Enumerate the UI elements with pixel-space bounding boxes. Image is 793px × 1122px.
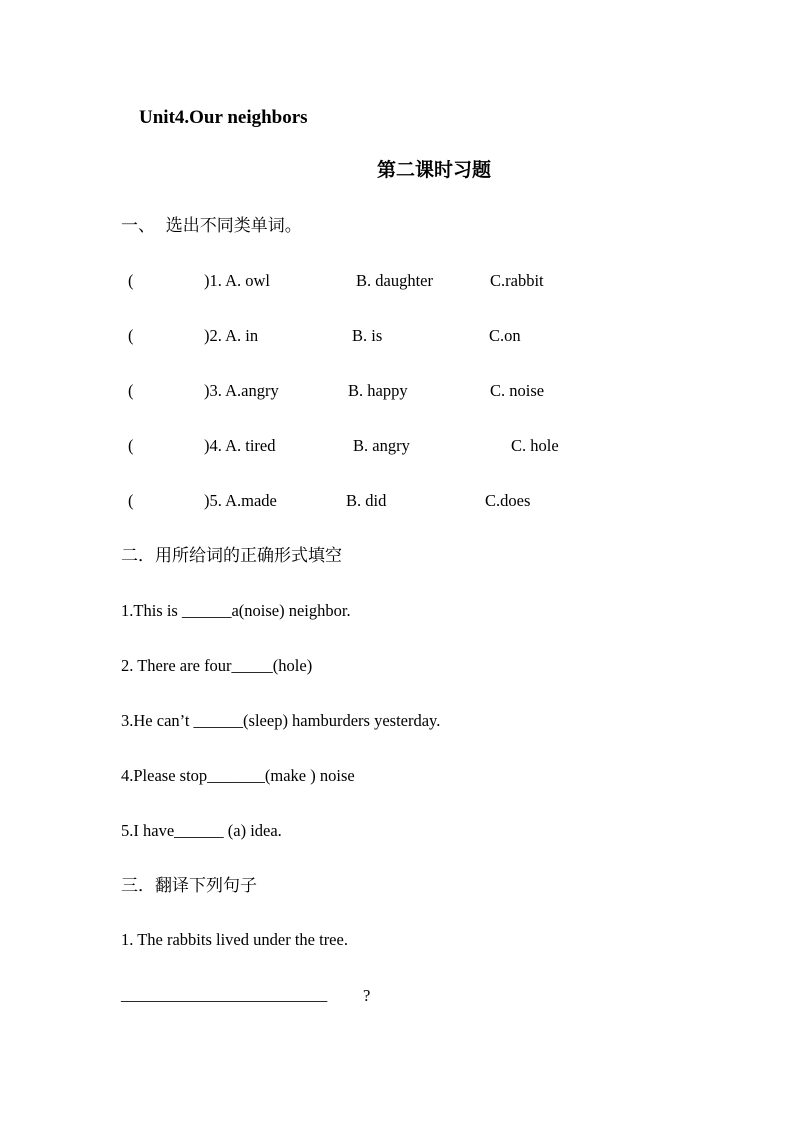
option-c: C. noise bbox=[490, 381, 545, 400]
list-item: 3.He can’t ______(sleep) hamburders yesterday. bbox=[121, 711, 441, 730]
answer-paren-open: ( bbox=[128, 381, 134, 400]
option-a: )1. A. owl bbox=[204, 271, 270, 290]
list-item: 4.Please stop_______(make ) noise bbox=[121, 766, 355, 785]
list-item: 1. The rabbits lived under the tree. bbox=[121, 930, 348, 949]
option-a: )2. A. in bbox=[204, 326, 259, 345]
lesson-subtitle: 第二课时习题 bbox=[377, 159, 492, 181]
section-1-heading: 一、 选出不同类单词。 bbox=[121, 216, 302, 236]
option-b: B. angry bbox=[353, 436, 410, 455]
option-c: C.does bbox=[485, 491, 531, 510]
option-b: B. is bbox=[352, 326, 383, 345]
list-item: 1.This is ______a(noise) neighbor. bbox=[121, 601, 351, 620]
answer-paren-open: ( bbox=[128, 326, 134, 345]
list-item: 5.I have______ (a) idea. bbox=[121, 821, 282, 840]
section-3-heading: 三．翻译下列句子 bbox=[121, 876, 257, 896]
page-title: Unit4.Our neighbors bbox=[139, 107, 308, 128]
option-c: C.rabbit bbox=[490, 271, 544, 290]
option-c: C.on bbox=[489, 326, 521, 345]
option-b: B. happy bbox=[348, 381, 408, 400]
option-a: )3. A.angry bbox=[204, 381, 279, 400]
answer-paren-open: ( bbox=[128, 271, 134, 290]
answer-paren-open: ( bbox=[128, 491, 134, 510]
list-item: 2. There are four_____(hole) bbox=[121, 656, 313, 675]
option-a: )5. A.made bbox=[204, 491, 277, 510]
option-a: )4. A. tired bbox=[204, 436, 276, 455]
option-b: B. daughter bbox=[356, 271, 433, 290]
answer-paren-open: ( bbox=[128, 436, 134, 455]
section-2-heading: 二．用所给词的正确形式填空 bbox=[121, 546, 342, 566]
option-c: C. hole bbox=[511, 436, 559, 455]
question-mark: ? bbox=[363, 986, 371, 1005]
option-b: B. did bbox=[346, 491, 387, 510]
answer-line: _________________________ bbox=[121, 985, 328, 1004]
